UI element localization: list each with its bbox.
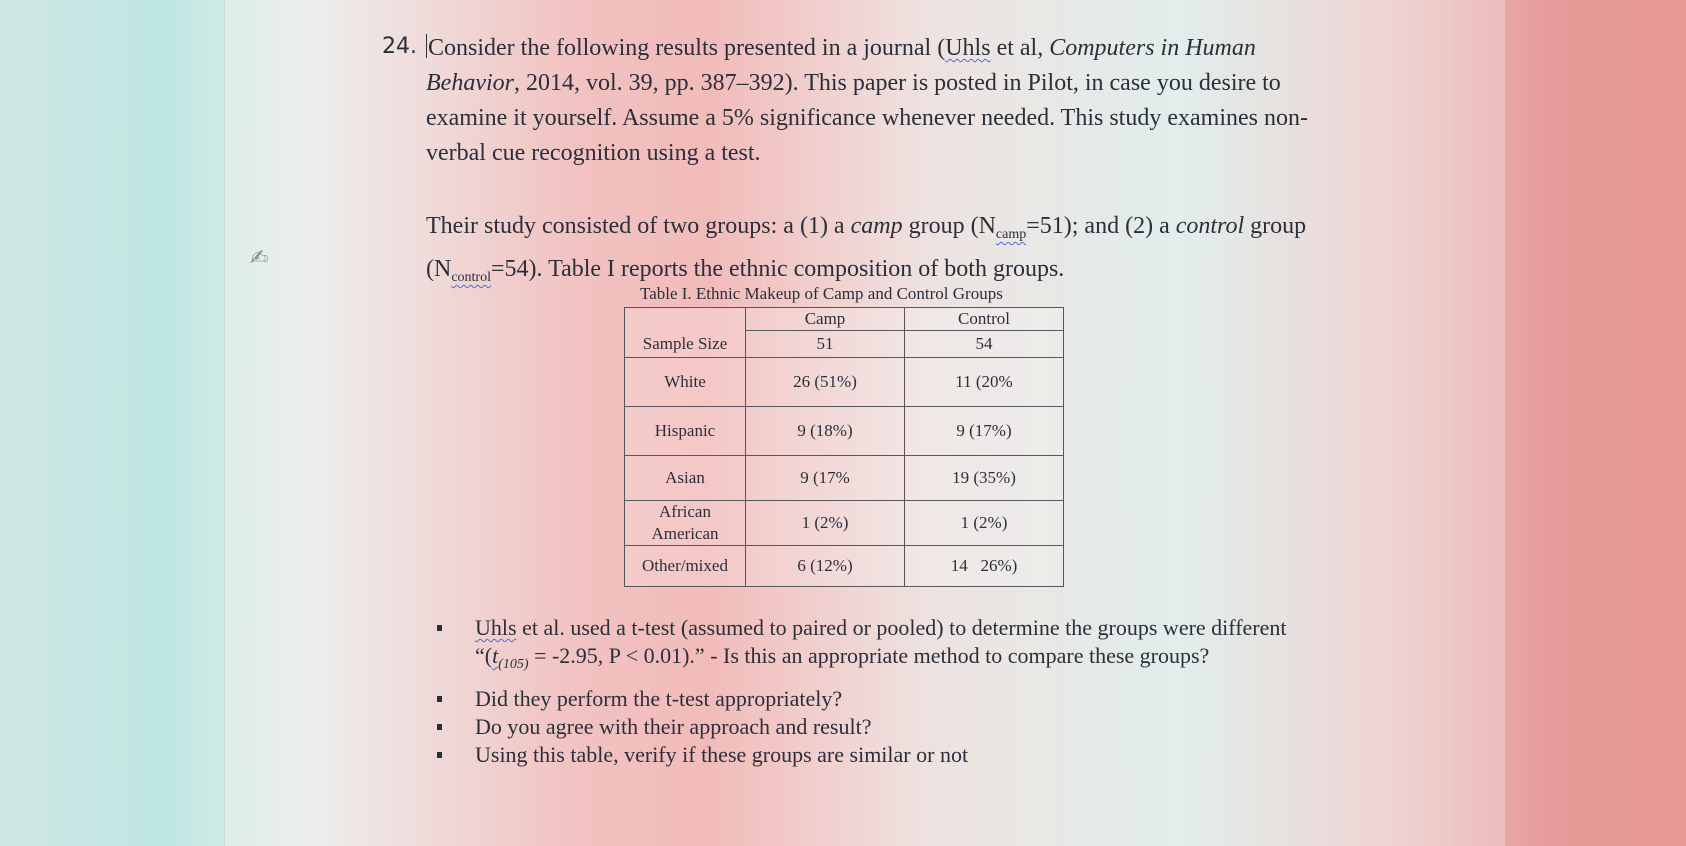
cell-camp: 9 (18%) — [746, 407, 905, 456]
row-label: Asian — [625, 456, 746, 501]
control-term: control — [1175, 213, 1245, 239]
journal-title: Computers in Human Behavior — [426, 35, 1256, 96]
cell-camp: 1 (2%) — [746, 501, 905, 546]
groups-text-b: group (N — [902, 213, 996, 239]
list-item — [437, 713, 1337, 741]
cell-control: 9 (17%) — [905, 407, 1064, 456]
row-label-line-2: American — [651, 524, 719, 543]
table-row-sample-size — [625, 331, 1064, 358]
row-label: Sample Size — [625, 331, 746, 358]
table-row — [625, 358, 1064, 407]
cell-camp: 51 — [746, 331, 905, 358]
camp-subscript: camp — [995, 227, 1027, 242]
cell-camp: 9 (17% — [746, 456, 905, 501]
groups-text-e: =54). Table I reports the ethnic composition of both groups. — [490, 256, 1065, 282]
degrees-of-freedom: (105) — [498, 657, 529, 672]
margin-annotation-icon: ✍ — [250, 246, 269, 271]
study-groups-paragraph — [426, 209, 1346, 295]
list-item — [437, 614, 1337, 679]
table-row — [625, 546, 1064, 587]
author-name: Uhls — [475, 615, 517, 640]
row-label: White — [625, 358, 746, 407]
author-name: Uhls — [945, 35, 991, 61]
bullet-icon — [437, 696, 442, 702]
cell-camp: 6 (12%) — [746, 546, 905, 587]
ethnic-makeup-table — [624, 307, 1064, 587]
bullet-text: Do you agree with their approach and result? — [475, 714, 872, 739]
header-camp: Camp — [746, 308, 905, 331]
bullet-text-a: et al. used a t-test (assumed to paired or pooled) to determine the groups were different “( — [475, 615, 1287, 668]
table-header-row — [625, 308, 1064, 331]
bullet-text-b: = -2.95, P < 0.01).” - Is this an appropriate method to compare these groups? — [528, 643, 1210, 668]
cell-camp: 26 (51%) — [746, 358, 905, 407]
header-empty-cell — [625, 308, 746, 331]
cell-control: 54 — [905, 331, 1064, 358]
intro-text-a: Consider the following results presented in a journal ( — [428, 35, 946, 61]
header-control: Control — [905, 308, 1064, 331]
control-subscript: control — [451, 270, 491, 285]
table-row — [625, 501, 1064, 546]
bullet-icon — [437, 625, 442, 631]
intro-text-b: et al, — [990, 35, 1050, 61]
groups-text-c: =51); and (2) a — [1026, 213, 1176, 239]
table-row — [625, 407, 1064, 456]
cell-control: 19 (35%) — [905, 456, 1064, 501]
discussion-bullet-list — [437, 614, 1337, 769]
bullet-icon — [437, 724, 442, 730]
list-item — [437, 685, 1337, 713]
t-statistic-symbol: t — [492, 643, 499, 668]
question-intro-paragraph — [426, 31, 1346, 171]
row-label: Other/mixed — [625, 546, 746, 587]
table-row — [625, 456, 1064, 501]
intro-text-c: , 2014, vol. 39, pp. 387–392). This paper is posted in Pilot, in case you desire to examine it yourself. Assume a 5% significance whenever needed. This study examines non-verbal cue recognition using a test. — [426, 70, 1308, 166]
cell-control: 11 (20% — [905, 358, 1064, 407]
bullet-text: Using this table, verify if these groups are similar or not — [475, 742, 969, 767]
table-caption: Table I. Ethnic Makeup of Camp and Control Groups — [640, 284, 1003, 303]
cell-control: 14 26%) — [905, 546, 1064, 587]
camp-term: camp — [850, 213, 903, 239]
bullet-icon — [437, 752, 442, 758]
groups-text-a: Their study consisted of two groups: a (1) a — [426, 213, 851, 239]
row-label: Hispanic — [625, 407, 746, 456]
row-label — [625, 501, 746, 546]
groups-text-d: group (N — [426, 213, 1307, 282]
text-cursor — [426, 34, 427, 58]
bullet-text: Did they perform the t-test appropriately? — [475, 686, 843, 711]
list-item — [437, 741, 1337, 769]
question-number: 24. — [382, 34, 417, 59]
cell-control: 1 (2%) — [905, 501, 1064, 546]
row-label-line-1: African — [659, 502, 711, 521]
